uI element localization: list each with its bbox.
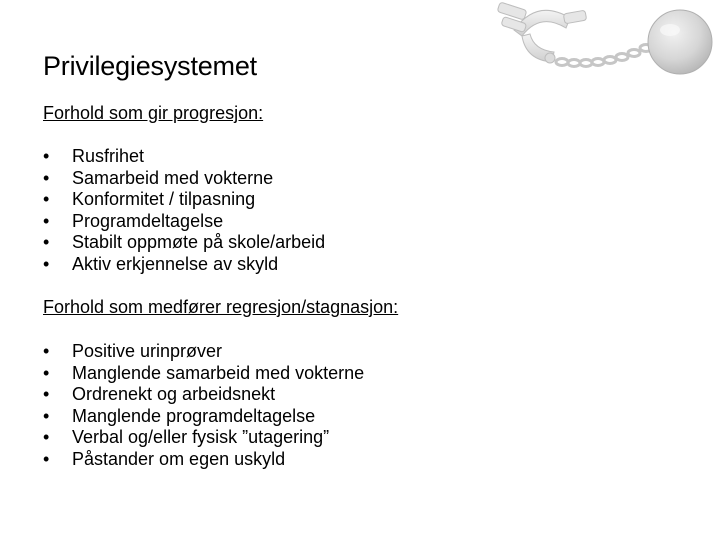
slide-title: Privilegiesystemet bbox=[43, 51, 257, 81]
bullet-icon: • bbox=[43, 427, 50, 448]
bullet-icon: • bbox=[43, 253, 50, 274]
list-item bbox=[43, 449, 364, 471]
bullet-icon: • bbox=[43, 384, 50, 405]
list-item bbox=[43, 427, 364, 449]
bullet-icon: • bbox=[43, 362, 50, 383]
bullet-icon: • bbox=[43, 405, 50, 426]
list-item-text: Verbal og/eller fysisk ”utagering” bbox=[72, 427, 330, 448]
list-item bbox=[43, 341, 364, 363]
list-item-text: Ordrenekt og arbeidsnekt bbox=[72, 384, 276, 405]
list-item-text: Konformitet / tilpasning bbox=[72, 189, 256, 210]
bullet-icon: • bbox=[43, 167, 50, 188]
bullet-icon: • bbox=[43, 341, 50, 361]
list-item bbox=[43, 146, 325, 168]
bullet-icon: • bbox=[43, 146, 50, 166]
bullet-list-progression bbox=[43, 146, 325, 276]
list-item-text: Positive urinprøver bbox=[72, 341, 223, 361]
bullet-list-regression bbox=[43, 341, 364, 471]
list-item bbox=[43, 384, 364, 406]
list-item-text: Samarbeid med vokterne bbox=[72, 167, 274, 188]
bullet-icon: • bbox=[43, 210, 50, 231]
section-heading-regression: Forhold som medfører regresjon/stagnasjon: bbox=[43, 297, 399, 317]
list-item-text: Påstander om egen uskyld bbox=[72, 448, 286, 469]
list-item-text: Stabilt oppmøte på skole/arbeid bbox=[72, 232, 326, 253]
list-item bbox=[43, 211, 325, 233]
bullet-icon: • bbox=[43, 448, 50, 469]
list-item bbox=[43, 254, 325, 276]
list-item bbox=[43, 189, 325, 211]
list-item bbox=[43, 232, 325, 254]
ball-and-chain-icon bbox=[492, 0, 717, 82]
list-item-text: Programdeltagelse bbox=[72, 210, 224, 231]
bullet-icon: • bbox=[43, 232, 50, 253]
list-item-text: Aktiv erkjennelse av skyld bbox=[72, 253, 279, 274]
list-item-text: Rusfrihet bbox=[72, 146, 145, 166]
bullet-icon: • bbox=[43, 189, 50, 210]
section-heading-progression: Forhold som gir progresjon: bbox=[43, 103, 264, 123]
list-item-text: Manglende programdeltagelse bbox=[72, 405, 316, 426]
list-item bbox=[43, 363, 364, 385]
list-item bbox=[43, 406, 364, 428]
list-item-text: Manglende samarbeid med vokterne bbox=[72, 362, 365, 383]
list-item bbox=[43, 168, 325, 190]
